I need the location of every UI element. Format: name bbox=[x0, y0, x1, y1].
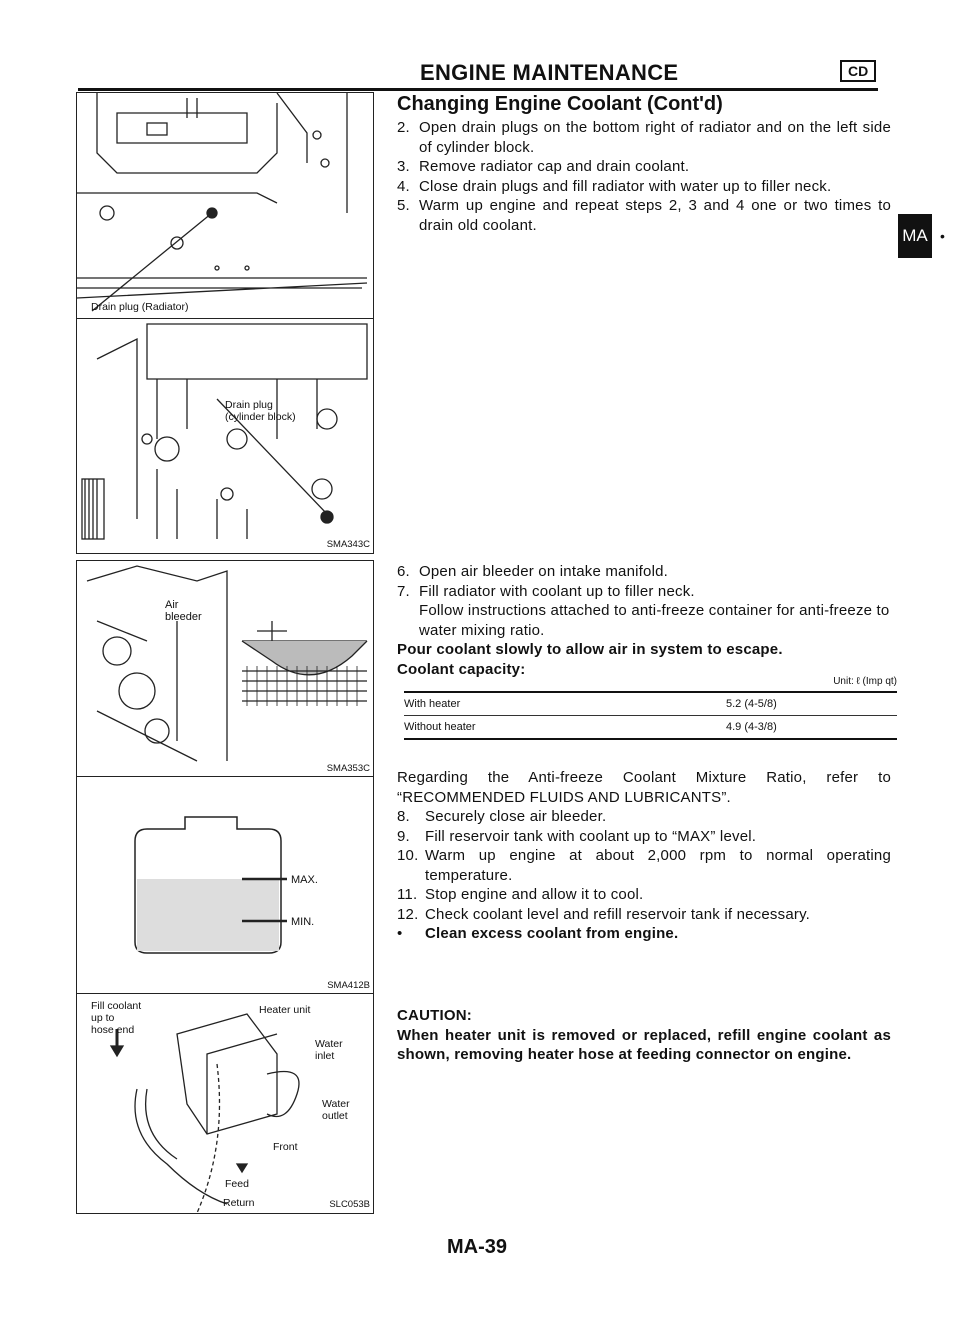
fill-coolant-label: Fill coolant up to hose end bbox=[91, 1000, 142, 1036]
capacity-table bbox=[404, 676, 897, 740]
step-4: 4. Close drain plugs and fill radiator with water up to filler neck. bbox=[397, 177, 832, 195]
heater-unit-label: Heater unit bbox=[259, 1004, 311, 1016]
page-number: MA-39 bbox=[447, 1236, 508, 1258]
figure-code: SLC053B bbox=[329, 1199, 370, 1210]
step-2: 2. Open drain plugs on the bottom right of radiator and on the left side of cylinder block. bbox=[397, 119, 891, 156]
step-6: 6. Open air bleeder on intake manifold. bbox=[397, 563, 669, 580]
water-outlet-label: Water outlet bbox=[322, 1098, 350, 1122]
figure-code: SMA343C bbox=[326, 539, 370, 550]
air-bleeder-label: Air bleeder bbox=[165, 599, 202, 623]
header-rule bbox=[78, 88, 878, 91]
steps-list-c bbox=[397, 768, 891, 944]
steps-list-b bbox=[397, 562, 891, 679]
capacity-label: Coolant capacity: bbox=[397, 660, 526, 678]
step-8: 8. Securely close air bleeder. bbox=[397, 808, 607, 825]
drain-plug-cylinder-block-label: Drain plug (cylinder block) bbox=[225, 399, 296, 423]
step-9: 9. Fill reservoir tank with coolant up to “MAX” level. bbox=[397, 827, 757, 845]
step-10: 10. Warm up engine at about 2,000 rpm to normal operating temperature. bbox=[397, 847, 891, 884]
max-level-label: MAX. bbox=[291, 874, 318, 886]
section-title: Changing Engine Coolant (Cont'd) bbox=[397, 93, 723, 115]
water-inlet-label: Water inlet bbox=[315, 1038, 343, 1062]
page-header-title: ENGINE MAINTENANCE bbox=[420, 60, 679, 85]
min-level-label: MIN. bbox=[291, 916, 315, 928]
caution-text: When heater unit is removed or replaced, refill engine coolant as shown, removing heater hose at feeding connector on engine. bbox=[397, 1026, 891, 1063]
step-5: 5. Warm up engine and repeat steps 2, 3 and 4 one or two times to drain old coolant. bbox=[397, 197, 891, 234]
pour-note: Pour coolant slowly to allow air in system to escape. bbox=[397, 641, 783, 658]
caution-block bbox=[397, 1006, 891, 1065]
figure-code: SMA353C bbox=[326, 763, 370, 774]
step-7: 7. Fill radiator with coolant up to filler neck. bbox=[397, 582, 695, 600]
step-3: 3. Remove radiator cap and drain coolant. bbox=[397, 158, 690, 175]
figure-heater-unit-refill bbox=[76, 993, 374, 1214]
steps-list-a bbox=[397, 118, 891, 235]
step-7-note: Follow instructions attached to anti-freeze container for anti-freeze to water mixing ratio. bbox=[419, 602, 890, 639]
figure-reservoir-tank bbox=[76, 776, 374, 995]
regarding-note: Regarding the Anti-freeze Coolant Mixture Ratio, refer to “RECOMMENDED FLUIDS AND LUBRICANTS”. bbox=[397, 769, 891, 806]
drain-plug-radiator-label: Drain plug (Radiator) bbox=[91, 301, 189, 313]
figure-radiator-drain-plug bbox=[76, 92, 374, 320]
bullet-note: • Clean excess coolant from engine. bbox=[397, 925, 679, 942]
table-row: Without heater 4.9 (4-3/8) bbox=[404, 716, 897, 740]
figure-code: SMA412B bbox=[327, 980, 370, 991]
front-label: Front bbox=[273, 1141, 298, 1153]
figure-air-bleeder bbox=[76, 560, 374, 778]
return-label: Return bbox=[223, 1197, 255, 1209]
caution-title: CAUTION: bbox=[397, 1007, 472, 1024]
model-badge: CD bbox=[840, 60, 876, 82]
figure-cylinder-block-drain-plug bbox=[76, 318, 374, 554]
unit-label: Unit: ℓ (Imp qt) bbox=[833, 676, 897, 687]
table-row: With heater 5.2 (4-5/8) bbox=[404, 693, 897, 716]
feed-label: Feed bbox=[225, 1178, 249, 1190]
step-12: 12. Check coolant level and refill reservoir tank if necessary. bbox=[397, 905, 811, 923]
section-tab: MA bbox=[898, 214, 932, 258]
tab-bullet: • bbox=[940, 228, 945, 244]
step-11: 11. Stop engine and allow it to cool. bbox=[397, 886, 644, 903]
